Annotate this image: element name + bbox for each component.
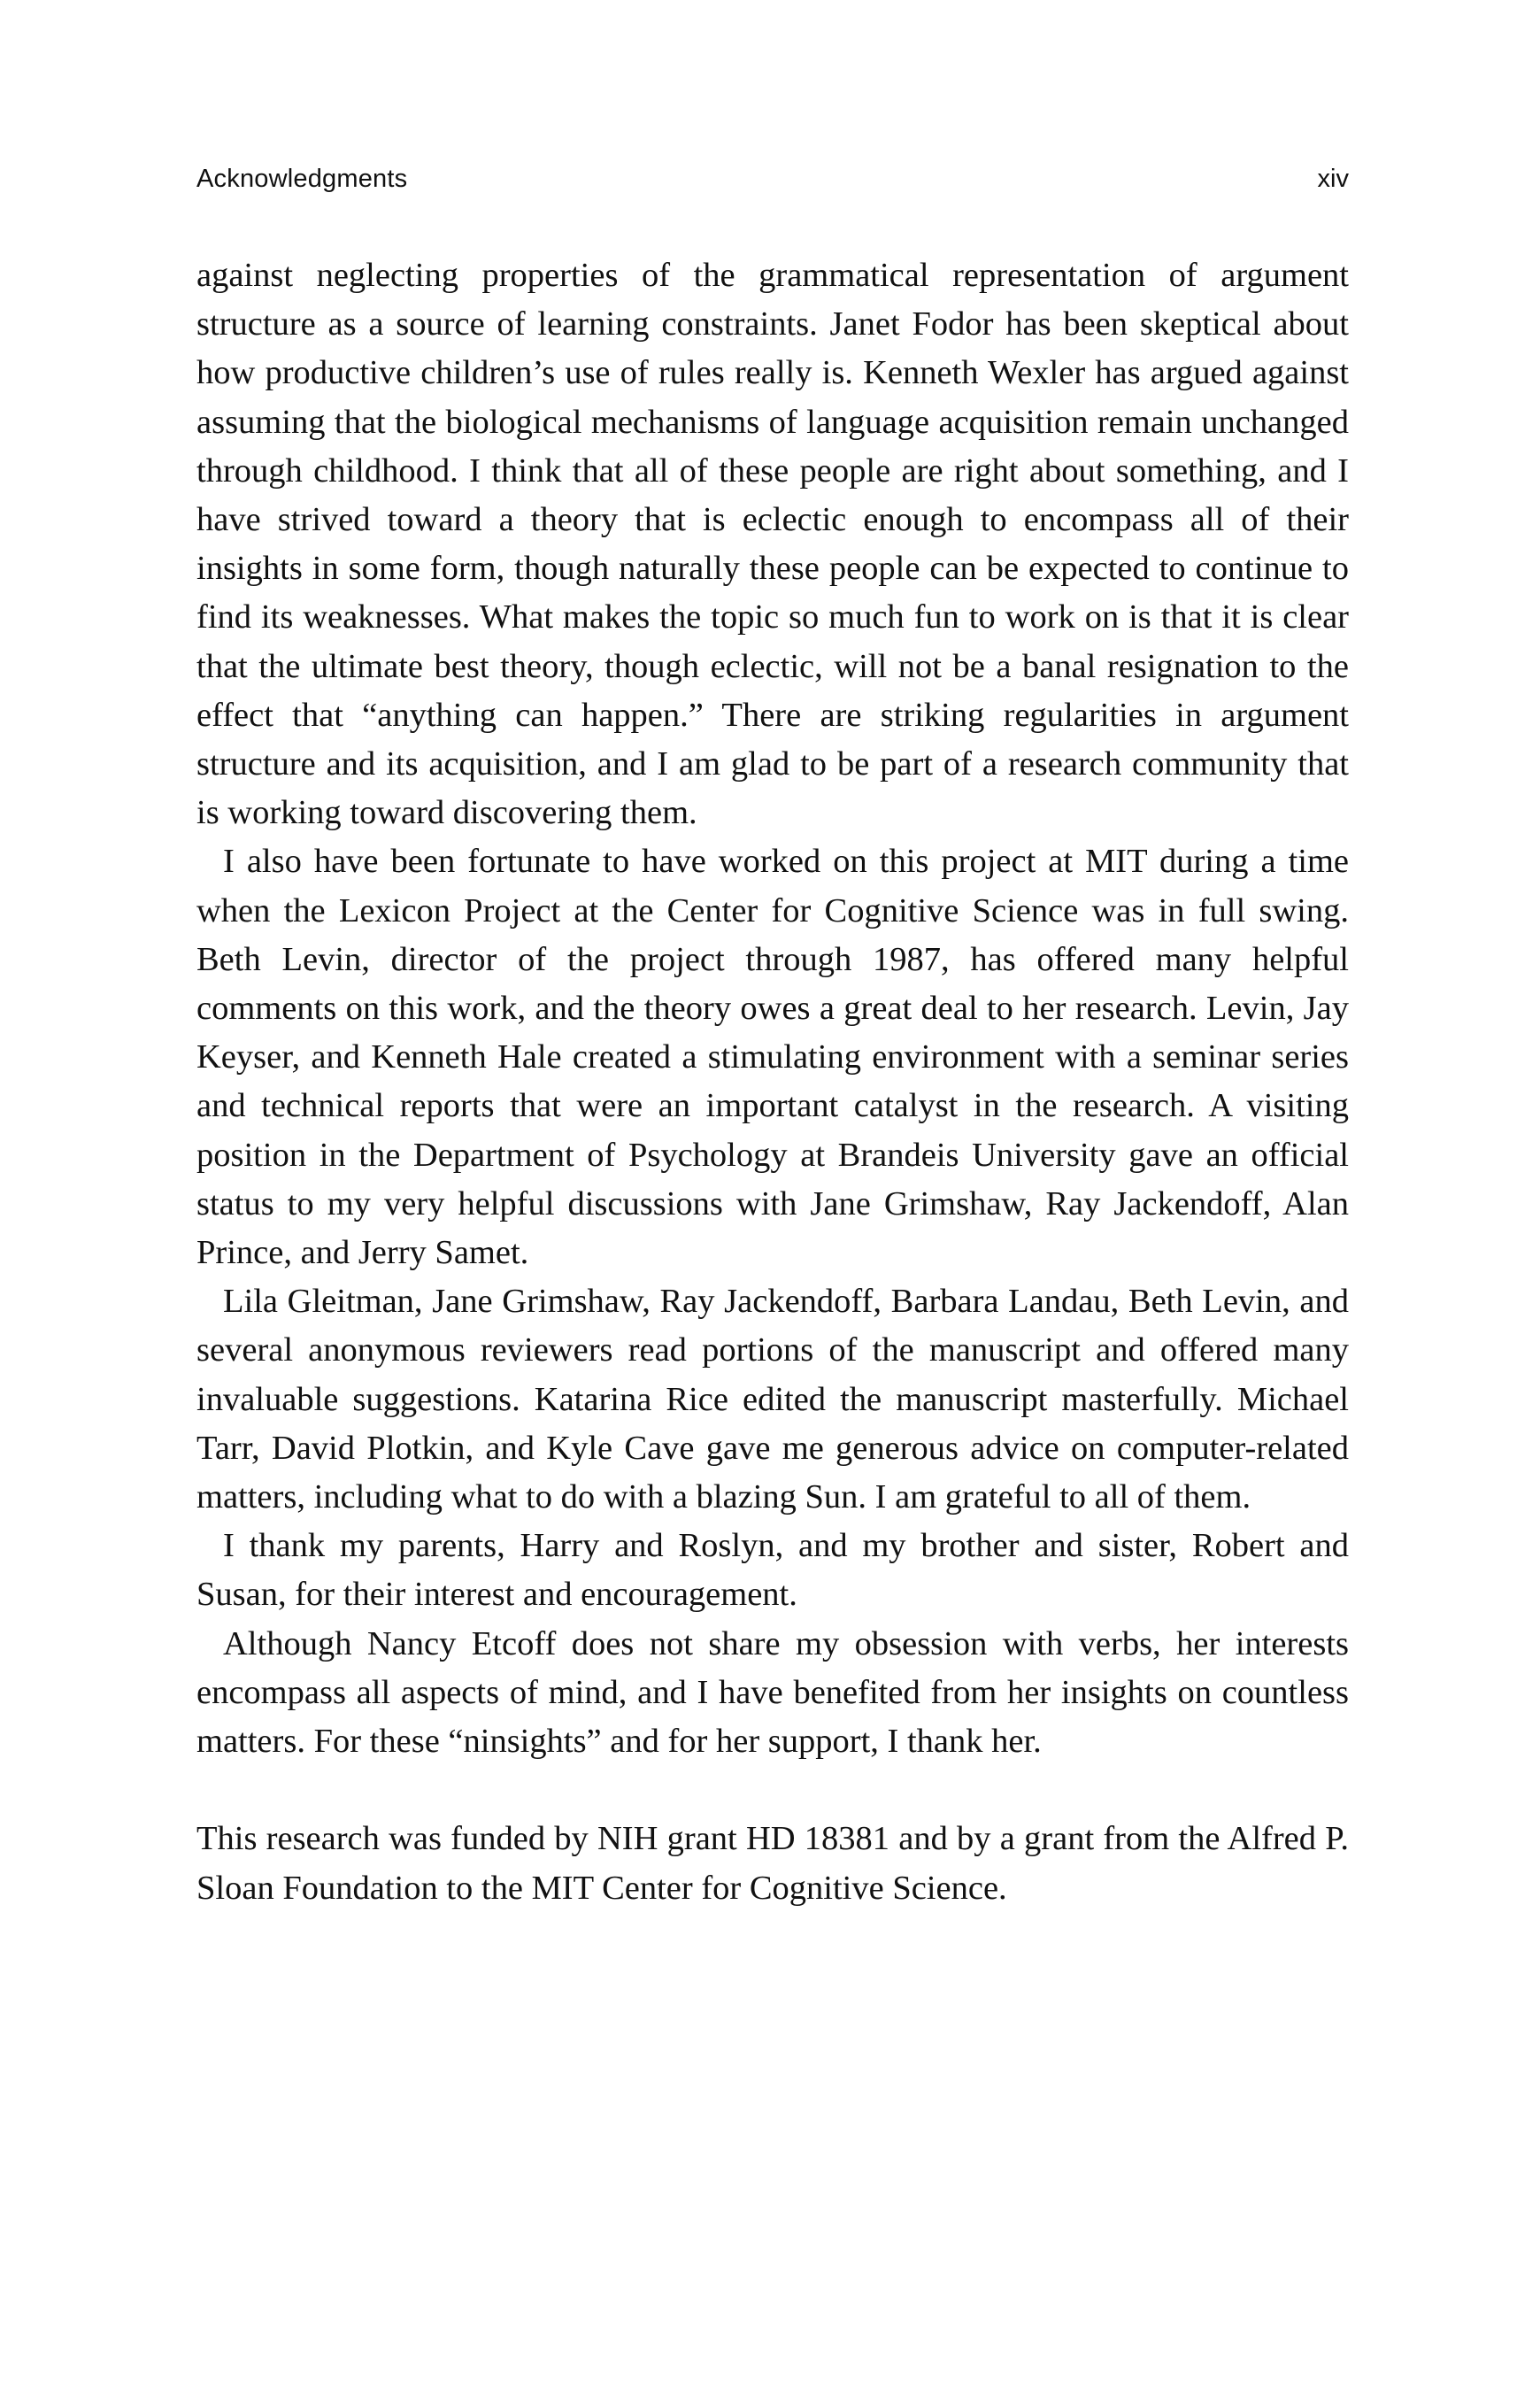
paragraph-family: I thank my parents, Harry and Roslyn, and my brother and sister, Robert and Susan, for their interest and encouragement.	[196, 1527, 1349, 1614]
paragraph-nancy-etcoff: Although Nancy Etcoff does not share my obsession with verbs, her interests encompass all aspects of mind, and I have benefited from her insights on countless matters. For these “ninsights” and for her support, I thank her.	[196, 1624, 1349, 1761]
running-head	[196, 165, 1349, 200]
page-number: xiv	[1317, 165, 1349, 193]
section-title: Acknowledgments	[196, 165, 408, 193]
paragraph-mit-lexicon-project: I also have been fortunate to have worked on this project at MIT during a time when the Lexicon Project at the Center for Cognitive Science was in full swing. Beth Levin, director of the project through 1987, has offered many helpful comments on this work, and the theory owes a great deal to her research. Levin, Jay Keyser, and Kenneth Hale created a stimulating environment with a seminar series and technical reports that were an important catalyst in the research. A visiting position in the Department of Psychology at Brandeis University gave an official status to my very helpful discussions with Jane Grimshaw, Ray Jackendoff, Alan Prince, and Jerry Samet.	[196, 843, 1349, 1272]
funding-note: This research was funded by NIH grant HD 18381 and by a grant from the Alfred P. Sloan Foundation to the MIT Center for Cognitive Science.	[196, 1820, 1349, 1907]
paragraph-reviewers: Lila Gleitman, Jane Grimshaw, Ray Jackendoff, Barbara Landau, Beth Levin, and several anonymous reviewers read portions of the manuscript and offered many invaluable suggestions. Katarina Rice edited the manuscript masterfully. Michael Tarr, David Plotkin, and Kyle Cave gave me generous advice on computer-related matters, including what to do with a blazing Sun. I am grateful to all of them.	[196, 1283, 1349, 1516]
acknowledgments-body	[196, 251, 1349, 1913]
paragraph-continued: against neglecting properties of the grammatical representation of argument structure as a source of learning constraints. Janet Fodor has been skeptical about how productive children’s use of rules really is. Kenneth Wexler has argued against assuming that the biological mechanisms of language acquisition remain unchanged through childhood. I think that all of these people are right about something, and I have strived toward a theory that is eclectic enough to encompass all of their insights in some form, though naturally these people can be expected to continue to find its weaknesses. What makes the topic so much fun to work on is that it is clear that the ultimate best theory, though eclectic, will not be a banal resignation to the effect that “anything can happen.” There are striking regularities in argument structure and its acquisition, and I am glad to be part of a research community that is working toward discovering them.	[196, 257, 1349, 832]
